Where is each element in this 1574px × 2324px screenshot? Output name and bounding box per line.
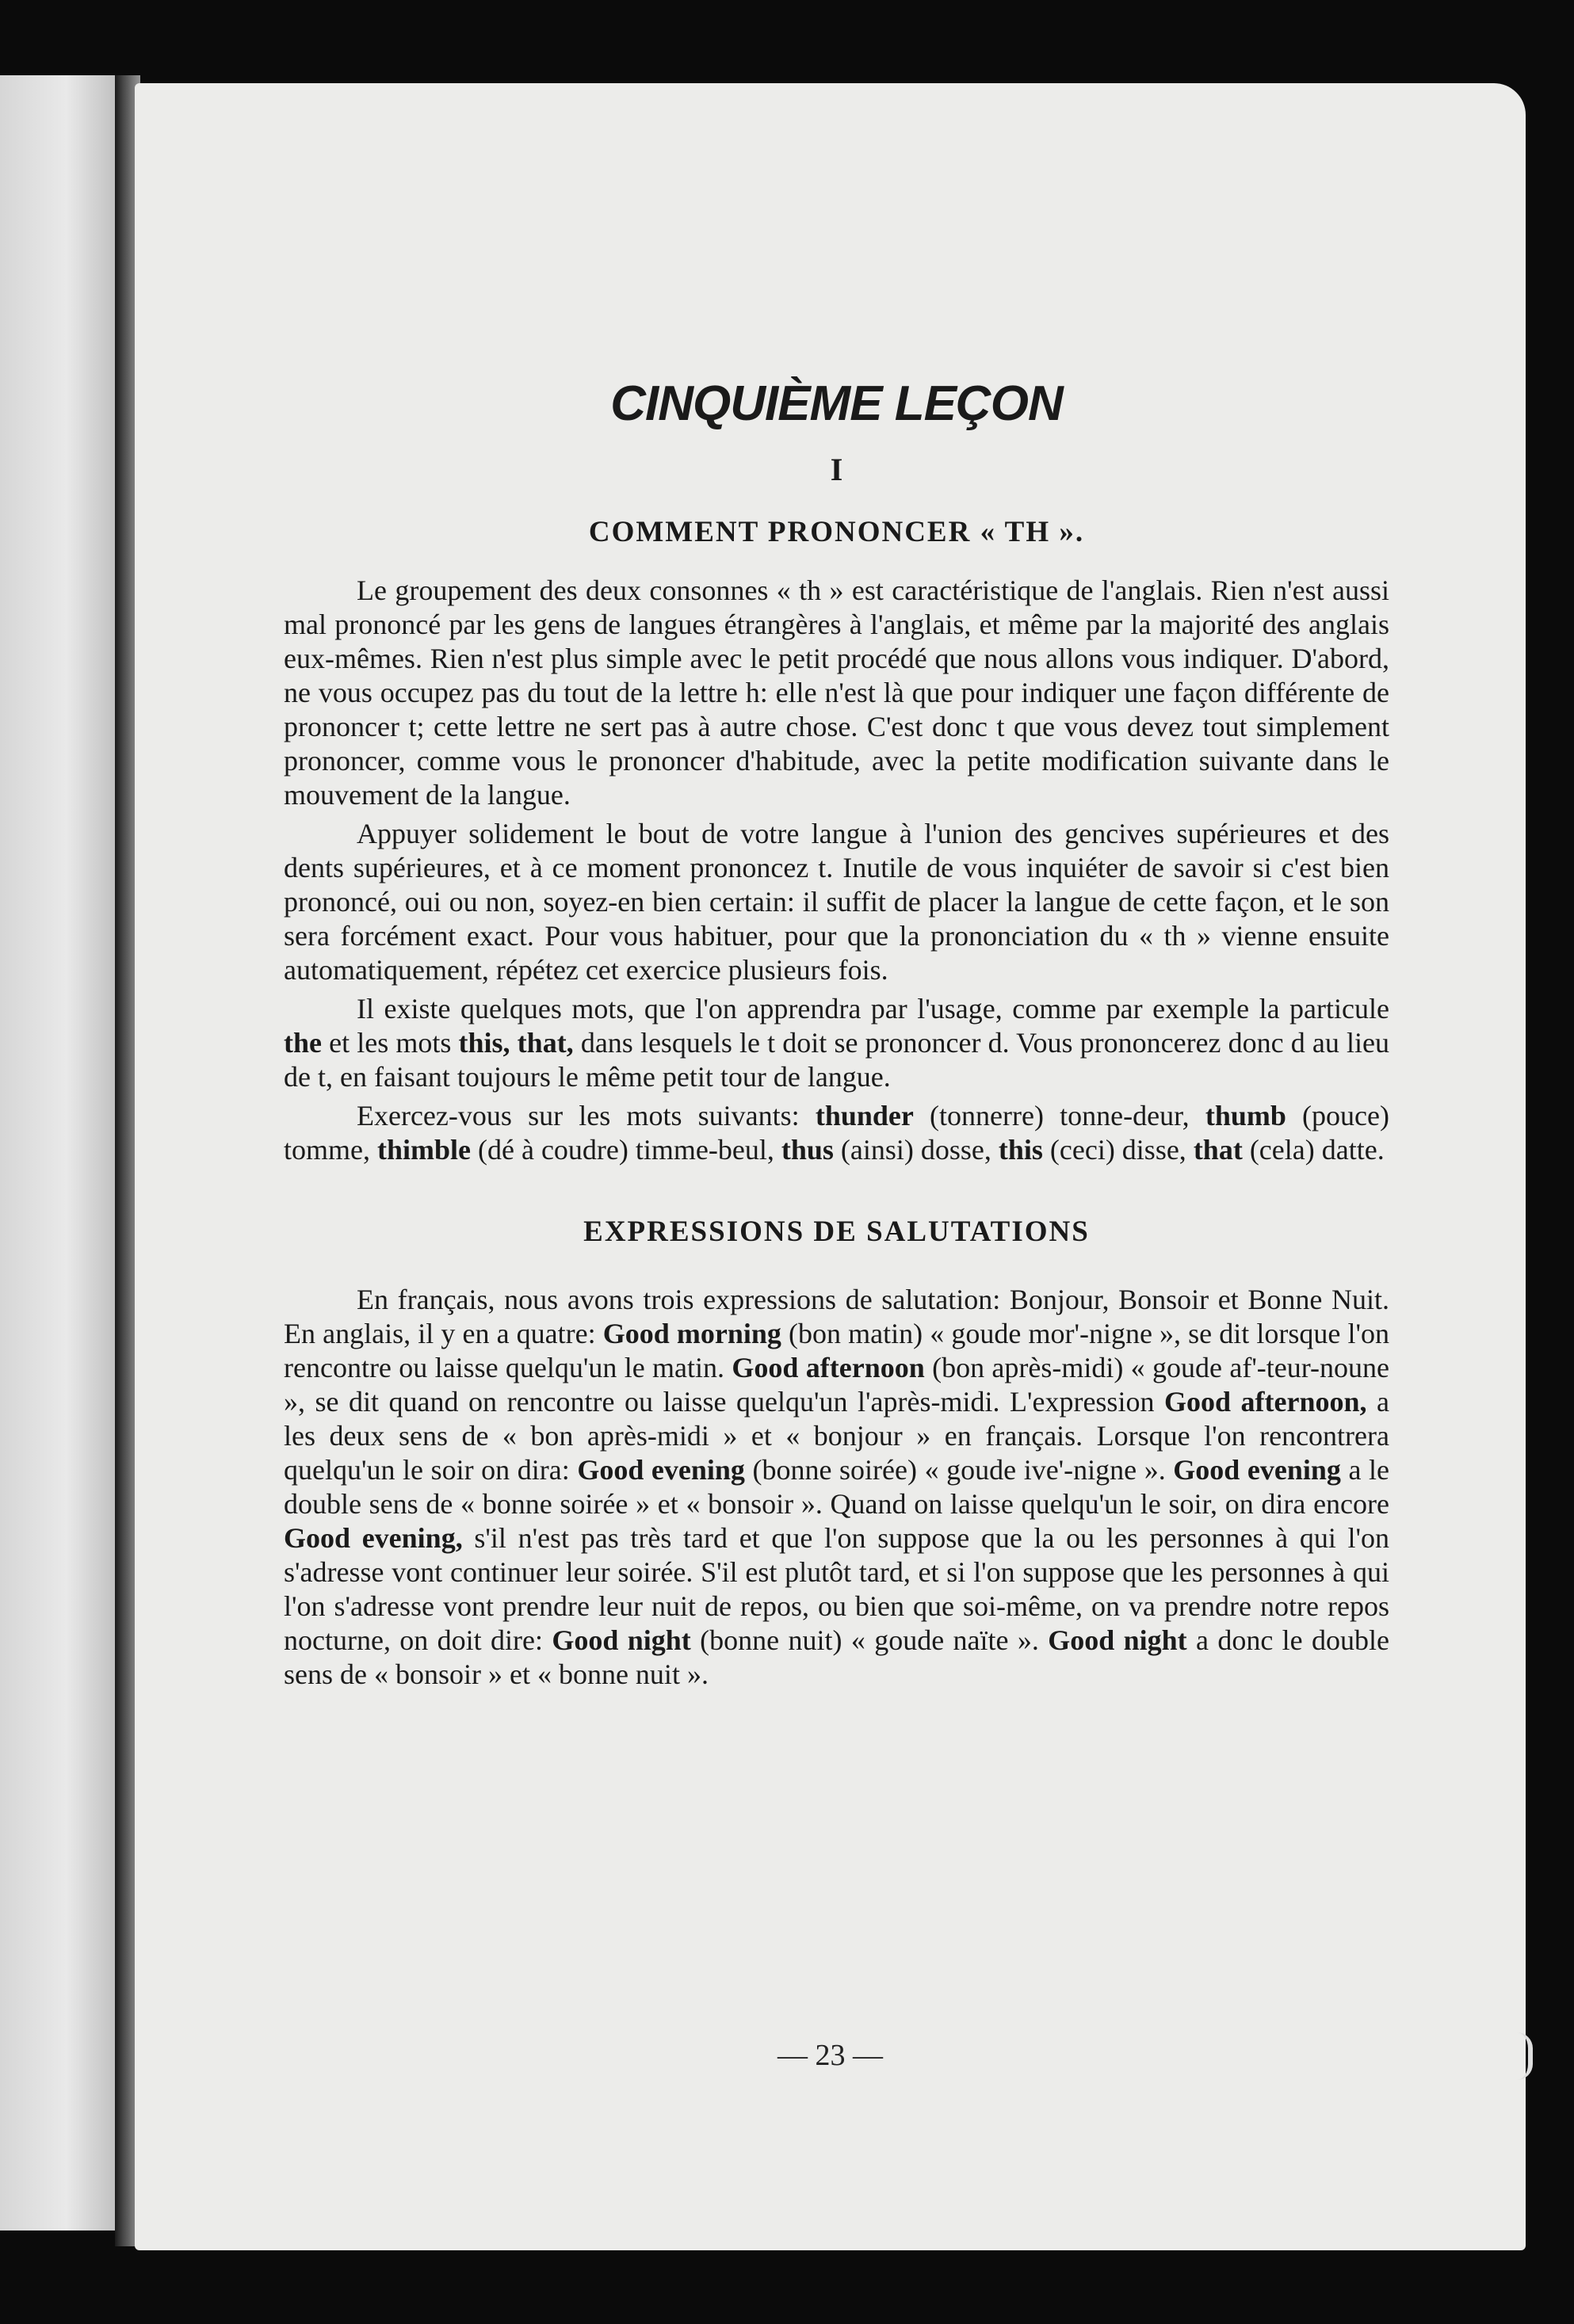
paragraph — [284, 817, 1389, 987]
section-heading-salutations: EXPRESSIONS DE SALUTATIONS — [583, 1215, 1090, 1248]
page-corner-curl — [1504, 2032, 1533, 2080]
bold-term: this, that, — [458, 1027, 574, 1059]
section-heading-th: COMMENT PRONONCER « TH ». — [588, 516, 1085, 548]
part-number: I — [830, 452, 843, 487]
text-run: (ainsi) dosse, — [833, 1134, 999, 1166]
section-body-th — [284, 574, 1389, 1167]
text-run: (dé à coudre) timme-beul, — [471, 1134, 781, 1166]
bold-term: that — [1193, 1134, 1243, 1166]
text-run: (ceci) disse, — [1042, 1134, 1194, 1166]
text-run: (bon après-midi) « goude af'-teur-noune », se dit quand on rencontre ou laisse quelqu'un l'après-midi. L'expression — [284, 1352, 1390, 1418]
text-run: (bonne nuit) « goude naïte ». — [690, 1624, 1049, 1656]
bold-term: Good afternoon, — [1163, 1386, 1367, 1418]
section-body-salutations — [284, 1283, 1389, 1692]
text-run: (tonnerre) tonne-deur, — [913, 1100, 1205, 1131]
page-content — [284, 372, 1389, 1696]
bold-term: Good afternoon — [732, 1352, 925, 1383]
paragraph — [284, 1283, 1389, 1692]
bold-term: Good morning — [602, 1318, 781, 1349]
lesson-title: CINQUIÈME LEÇON — [610, 376, 1063, 431]
text-run: a donc le double sens de « bonsoir » et « bonne nuit ». — [284, 1624, 1389, 1690]
bold-term: thus — [781, 1134, 834, 1166]
text-run: Exercez-vous sur les mots suivants: — [357, 1100, 816, 1131]
text-run: a le double sens de « bonne soirée » et « bonsoir ». Quand on laisse quelqu'un le soir, on dira encore — [284, 1454, 1390, 1520]
bold-term: this — [998, 1134, 1043, 1166]
text-run: dans lesquels le t doit se prononcer d. Vous prononcerez donc d au lieu de t, en faisant toujours le même petit tour de langue. — [284, 1027, 1389, 1093]
text-run: (bonne soirée) « goude ive'-nigne ». — [744, 1454, 1174, 1486]
text-run: s'il n'est pas très tard et que l'on suppose que la ou les personnes à qui l'on s'adresse vont continuer leur soirée. S'il est plutôt tard, et si l'on suppose que les personnes à qui l'on s'adresse vont prendre leur nuit de repos, ou bien que soi-même, on va prendre notre repos nocturne, on doit dire: — [284, 1522, 1389, 1656]
bold-term: thunder — [815, 1100, 914, 1131]
paragraph — [284, 1099, 1389, 1167]
text-run: a les deux sens de « bon après-midi » et « bonjour » en français. Lorsque l'on rencontrera quelqu'un le soir on dira: — [284, 1386, 1390, 1486]
text-run: En français, nous avons trois expressions de salutation: Bonjour, Bonsoir et Bonne Nuit. En anglais, il y en a quatre: — [284, 1284, 1389, 1349]
text-run: (pouce) tomme, — [284, 1100, 1389, 1166]
facing-page-edge — [0, 75, 120, 2231]
bold-term: thimble — [376, 1134, 471, 1166]
paragraph — [284, 992, 1389, 1094]
paragraph — [284, 574, 1389, 812]
text-run: (cela) datte. — [1242, 1134, 1385, 1166]
text-run: Le groupement des deux consonnes « th » est caractéristique de l'anglais. Rien n'est aussi mal prononcé par les gens de langues étrangères à l'anglais, et même par la majorité des anglais eux-mêmes. Rien n'est plus simple avec le petit procédé que nous allons vous indiquer. D'abord, ne vous occupez pas du tout de la lettre h: elle n'est là que pour indiquer une façon différente de prononcer t; cette lettre ne sert pas à autre chose. C'est donc t que vous devez tout simplement prononcer, comme vous le prononcer d'habitude, avec la petite modification suivante dans le mouvement de la langue. — [284, 574, 1389, 811]
book-page — [135, 83, 1526, 2250]
bold-term: the — [284, 1027, 322, 1059]
bold-term: Good night — [1048, 1624, 1187, 1656]
text-run: et les mots — [322, 1027, 459, 1059]
text-run: Appuyer solidement le bout de votre langue à l'union des gencives supérieures et des dents supérieures, et à ce moment prononcez t. Inutile de vous inquiéter de savoir si c'est bien prononcé, oui ou non, soyez-en bien certain: il suffit de placer la langue de cette façon, et le son sera forcément exact. Pour vous habituer, pour que la prononciation du « th » vienne ensuite automatiquement, répétez cet exercice plusieurs fois. — [284, 818, 1389, 986]
bold-term: Good evening — [1173, 1454, 1341, 1486]
text-run: Il existe quelques mots, que l'on apprendra par l'usage, comme par exemple la particule — [357, 993, 1389, 1025]
bold-term: thumb — [1205, 1100, 1286, 1131]
page-number: — 23 — — [777, 2039, 883, 2072]
bold-term: Good evening — [577, 1454, 745, 1486]
bold-term: Good evening, — [284, 1522, 463, 1554]
text-run: (bon matin) « goude mor'-nigne », se dit lorsque l'on rencontre ou laisse quelqu'un le matin. — [284, 1318, 1390, 1383]
bold-term: Good night — [552, 1624, 691, 1656]
